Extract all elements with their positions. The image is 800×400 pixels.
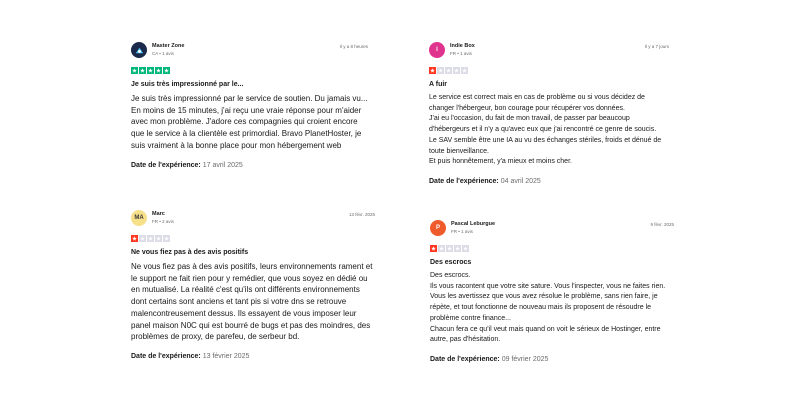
star-icon — [430, 245, 437, 252]
review-title[interactable]: Des escrocs — [430, 259, 472, 266]
star-rating — [430, 245, 674, 252]
review-card — [430, 220, 674, 364]
experience-value: 17 avril 2025 — [202, 161, 243, 169]
star-icon — [454, 245, 461, 252]
reviewer-name[interactable]: Marc — [152, 211, 165, 217]
experience-date — [430, 355, 674, 364]
review-paragraph: Ils vous racontent que votre site sature. Vous l'inspecter, vous ne faites rien. Vous les avertissez que vous avez résolue le problème, sans rien faire, je répète, et tout fonctionne de nouveau mais ils proposent de résoudre le problème contre finance... — [430, 282, 666, 322]
avatar[interactable]: MA — [131, 210, 147, 226]
review-header — [131, 210, 375, 232]
star-icon — [445, 67, 452, 74]
experience-label: Date de l'expérience: — [429, 177, 499, 185]
star-icon — [462, 245, 469, 252]
review-body — [430, 271, 674, 346]
reviewer-name[interactable]: Indie Box — [450, 43, 475, 49]
planet-logo-icon[interactable] — [131, 42, 147, 58]
reviewer-meta: FR • 2 avis — [152, 219, 174, 224]
star-rating — [429, 67, 669, 74]
review-header — [131, 42, 368, 64]
star-icon — [147, 67, 154, 74]
review-title[interactable]: Ne vous fiez pas à des avis positifs — [131, 249, 249, 256]
reviewer-meta: FR • 1 avis — [450, 51, 472, 56]
review-card — [131, 210, 375, 361]
star-icon — [163, 235, 170, 242]
star-icon — [437, 67, 444, 74]
reviewer-name[interactable]: Master Zone — [152, 43, 185, 49]
review-body — [131, 93, 368, 152]
star-icon — [155, 67, 162, 74]
review-date: 9 févr. 2025 — [650, 222, 674, 227]
experience-date — [429, 177, 669, 186]
experience-label: Date de l'expérience: — [131, 352, 201, 360]
experience-label: Date de l'expérience: — [430, 355, 500, 363]
star-icon — [147, 235, 154, 242]
reviewer-meta: CA • 1 avis — [152, 51, 174, 56]
review-card — [429, 42, 669, 186]
avatar[interactable]: I — [429, 42, 445, 58]
experience-label: Date de l'expérience: — [131, 161, 201, 169]
review-paragraph: Chacun fera ce qu'il veut mais quand on voit le sérieux de Hostinger, entre autre, pas d'hésitation. — [430, 325, 661, 344]
review-paragraph: Le service est correct mais en cas de problème ou si vous décidez de changer l'hébergeur, bon courage pour récupérer vos données. — [429, 94, 645, 112]
review-body — [131, 261, 375, 343]
review-date: Il y a 8 heures — [339, 44, 368, 49]
review-body — [429, 93, 669, 168]
experience-value: 13 février 2025 — [202, 352, 250, 360]
review-paragraph: Des escrocs. — [430, 272, 471, 279]
review-paragraph: Le SAV semble être une IA au vu des échanges stériles, froids et dénué de toute bienveillance. — [429, 136, 662, 155]
experience-date — [131, 352, 375, 361]
star-rating — [131, 67, 368, 74]
star-icon — [155, 235, 162, 242]
review-date: Il y a 7 jours — [644, 44, 669, 49]
review-title[interactable]: A fuir — [429, 81, 448, 88]
star-icon — [429, 67, 436, 74]
review-card — [131, 42, 368, 170]
reviewer-name[interactable]: Pascal Leburgue — [451, 221, 496, 227]
star-icon — [163, 67, 170, 74]
review-paragraph: Et puis honnêtement, y'a mieux et moins cher. — [429, 158, 572, 166]
reviewer-meta: FR • 1 avis — [451, 229, 473, 234]
experience-value: 04 avril 2025 — [500, 177, 541, 185]
star-icon — [131, 235, 138, 242]
star-icon — [139, 67, 146, 74]
experience-value: 09 février 2025 — [501, 355, 549, 363]
star-icon — [453, 67, 460, 74]
star-icon — [131, 67, 138, 74]
star-icon — [438, 245, 445, 252]
review-paragraph: J'ai eu l'occasion, du fait de mon travail, de passer par beaucoup d'hébergeurs et il n'y a qu'avec eux que j'ai rencontré ce genre de soucis. — [429, 115, 657, 134]
star-icon — [139, 235, 146, 242]
review-paragraph: Je suis très impressionné par le service de soutien. Du jamais vu... En moins de 15 minutes, j'ai reçu une vraie réponse pour m'aider avec mon problème. J'adore ces compagnies qui croient encore que le service à la clientèle est primordial. Bravo PlanetHoster, je suis vraiment à la bonne place pour mon hébergement web — [131, 94, 368, 150]
review-date: 13 févr. 2025 — [348, 212, 375, 217]
experience-date — [131, 161, 368, 170]
review-paragraph: Ne vous fiez pas à des avis positifs, leurs environnements rament et le support ne fait rien pour y remédier, que vous soyez en dédié ou en mutualisé. La réalité c'est qu'ils ont différents environnements dont certains sont anciens et tant pis si votre dns se retrouve malencontreusement dessus. Ils essayent de vous imposer leur panel maison N0C qui est bourré de bugs et pas des moindres, des problèmes de proxy, de parefeu, de serbeur bd. — [131, 262, 373, 342]
review-header — [430, 220, 674, 242]
review-title[interactable]: Je suis très impressionné par le... — [131, 81, 244, 88]
avatar[interactable]: P — [430, 220, 446, 236]
review-header — [429, 42, 669, 64]
star-rating — [131, 235, 375, 242]
star-icon — [461, 67, 468, 74]
star-icon — [446, 245, 453, 252]
